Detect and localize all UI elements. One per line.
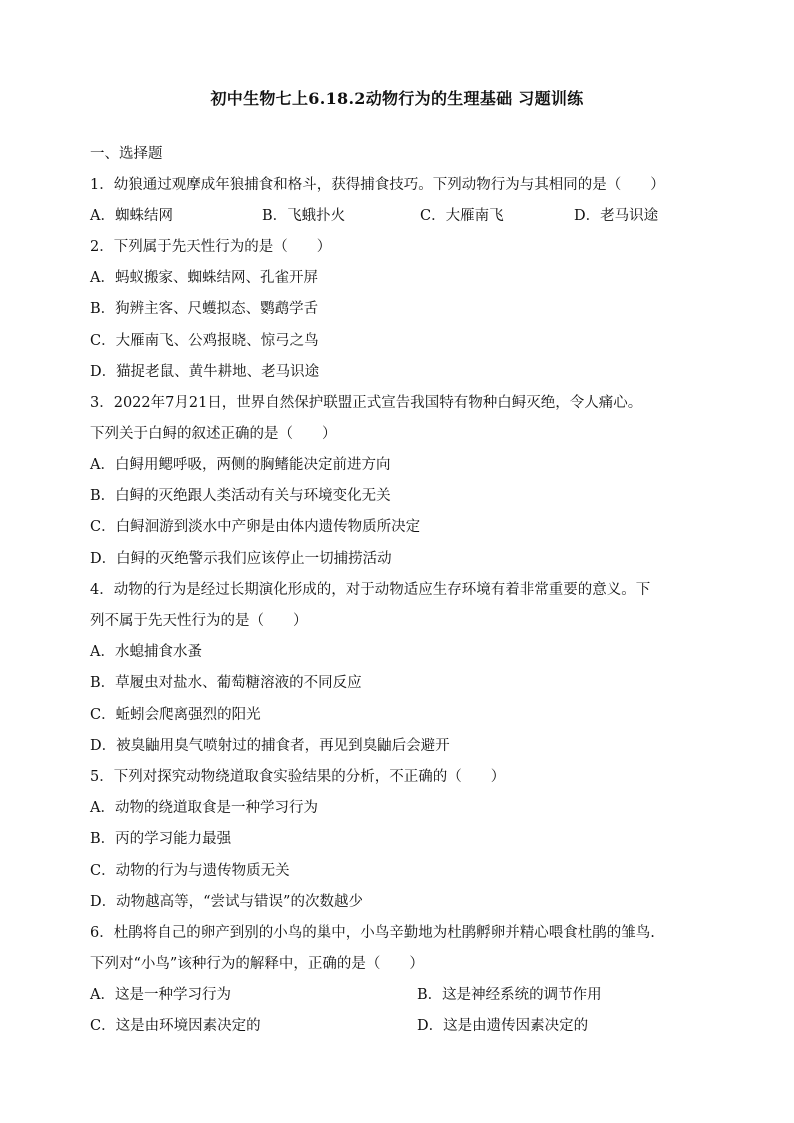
question-3-option-b: B．白鲟的灭绝跟人类活动有关与环境变化无关 (90, 488, 391, 504)
question-4-option-d: D．被臭鼬用臭气喷射过的捕食者，再见到臭鼬后会避开 (90, 738, 450, 754)
question-2-stem: 2．下列属于先天性行为的是（ ） (90, 239, 332, 255)
question-1-option-d: D．老马识途 (574, 208, 659, 224)
question-1-option-c: C．大雁南飞 (420, 208, 504, 224)
question-1-option-a: A．蜘蛛结网 (90, 208, 173, 224)
question-5-stem: 5．下列对探究动物绕道取食实验结果的分析，不正确的（ ） (90, 769, 506, 785)
question-6-option-c: C．这是由环境因素决定的 (90, 1018, 261, 1034)
question-4-option-b: B．草履虫对盐水、葡萄糖溶液的不同反应 (90, 675, 362, 691)
question-3-stem-line-1: 3．2022年7月21日，世界自然保护联盟正式宣告我国特有物种白鲟灭绝，令人痛心。 (90, 395, 643, 411)
question-3-stem-line-2: 下列关于白鲟的叙述正确的是（ ） (90, 426, 337, 442)
document-title: 初中生物七上6.18.2动物行为的生理基础 习题训练 (210, 89, 584, 108)
question-4-stem-line-2: 列不属于先天性行为的是（ ） (90, 613, 308, 629)
question-2-option-c: C．大雁南飞、公鸡报晓、惊弓之鸟 (90, 333, 319, 349)
question-3-option-c: C．白鲟洄游到淡水中产卵是由体内遗传物质所决定 (90, 519, 421, 535)
question-6-option-d: D．这是由遗传因素决定的 (417, 1018, 589, 1034)
question-5-option-d: D．动物越高等，“尝试与错误”的次数越少 (90, 894, 363, 910)
question-1-option-b: B．飞蛾扑火 (262, 208, 346, 224)
question-6-options-row-1 (90, 985, 710, 1005)
question-6-options-row-2 (90, 1016, 710, 1036)
question-5-option-b: B．丙的学习能力最强 (90, 831, 232, 847)
question-1-options (90, 206, 710, 226)
question-5-option-a: A．动物的绕道取食是一种学习行为 (90, 800, 318, 816)
question-1-stem: 1．幼狼通过观摩成年狼捕食和格斗，获得捕食技巧。下列动物行为与其相同的是（ ） (90, 177, 665, 193)
question-4-stem-line-1: 4．动物的行为是经过长期演化形成的，对于动物适应生存环境有着非常重要的意义。下 (90, 582, 651, 598)
question-4-option-a: A．水螅捕食水蚤 (90, 644, 202, 660)
question-4-option-c: C．蚯蚓会爬离强烈的阳光 (90, 707, 261, 723)
question-6-option-a: A．这是一种学习行为 (90, 987, 231, 1003)
question-2-option-d: D．猫捉老鼠、黄牛耕地、老马识途 (90, 364, 320, 380)
question-2-option-a: A．蚂蚁搬家、蜘蛛结网、孔雀开屏 (90, 270, 318, 286)
question-3-option-d: D．白鲟的灭绝警示我们应该停止一切捕捞活动 (90, 551, 392, 567)
question-6-option-b: B．这是神经系统的调节作用 (417, 987, 602, 1003)
question-5-option-c: C．动物的行为与遗传物质无关 (90, 863, 290, 879)
question-2-option-b: B．狗辨主客、尺蠖拟态、鹦鹉学舌 (90, 301, 319, 317)
question-6-stem-line-1: 6．杜鹃将自己的卵产到别的小鸟的巢中，小鸟辛勤地为杜鹃孵卵并精心喂食杜鹃的雏鸟. (90, 925, 655, 941)
question-3-option-a: A．白鲟用鳃呼吸，两侧的胸鳍能决定前进方向 (90, 457, 391, 473)
section-heading: 一、选择题 (90, 146, 163, 162)
question-6-stem-line-2: 下列对“小鸟”该种行为的解释中，正确的是（ ） (90, 956, 424, 972)
